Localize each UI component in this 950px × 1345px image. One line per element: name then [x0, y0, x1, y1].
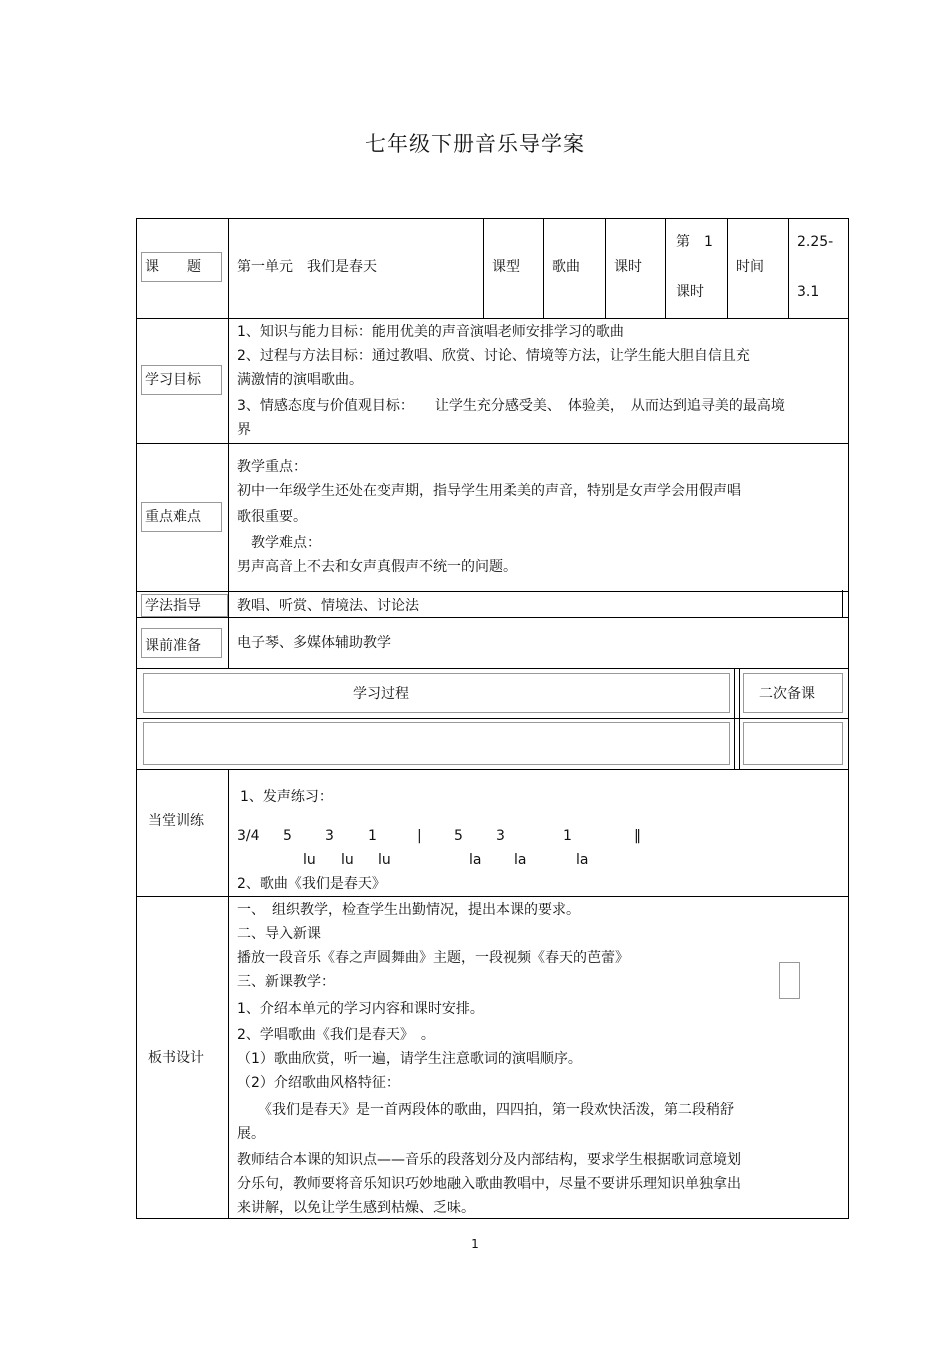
notation-syllable: la	[576, 852, 589, 868]
board-line: 三、新课教学：	[237, 974, 335, 990]
table-border-top	[136, 218, 849, 219]
notation-note: 5	[283, 828, 292, 844]
board-line: 二、导入新课	[237, 926, 321, 942]
board-line: 展。	[237, 1126, 265, 1142]
board-line: 《我们是春天》是一首两段体的歌曲，四四拍，第一段欢快活泼，第二段稍舒	[237, 1102, 734, 1118]
notation-note: 3/4	[237, 828, 260, 844]
method-value: 教唱、听赏、情境法、讨论法	[237, 598, 419, 614]
board-line: 教师结合本课的知识点——音乐的段落划分及内部结构，要求学生根据歌词意境划	[237, 1152, 741, 1168]
col-divider	[788, 218, 789, 319]
prep-value: 电子琴、多媒体辅助教学	[237, 635, 391, 651]
notation-note: 1	[368, 828, 377, 844]
notation-syllable: la	[514, 852, 527, 868]
time-value-start: 2.25-	[797, 234, 834, 250]
notation-note: 3	[325, 828, 334, 844]
practice-label: 当堂训练	[148, 813, 204, 829]
notation-barline: |	[417, 828, 422, 844]
process-divider	[739, 668, 740, 770]
table-border-bottom	[136, 1218, 849, 1219]
notation-end-barline: ‖	[634, 828, 641, 844]
board-line: 2、学唱歌曲《我们是春天》 。	[237, 1027, 435, 1043]
table-border-right	[848, 218, 849, 1219]
col-divider	[483, 218, 484, 319]
notation-syllable: lu	[378, 852, 391, 868]
notation-syllable: la	[469, 852, 482, 868]
board-label: 板书设计	[148, 1050, 204, 1066]
keypoints-line: 歌很重要。	[237, 509, 307, 525]
period-label: 课时	[614, 259, 642, 275]
topic-value: 第一单元 我们是春天	[237, 259, 377, 275]
col-divider	[543, 218, 544, 319]
board-line: 1、介绍本单元的学习内容和课时安排。	[237, 1001, 484, 1017]
label-column-divider	[228, 769, 229, 1219]
row-divider	[136, 318, 849, 319]
notation-syllable: lu	[341, 852, 354, 868]
col-divider	[665, 218, 666, 319]
notation-note: 3	[496, 828, 505, 844]
keypoints-line: 教学难点：	[237, 535, 321, 551]
type-label: 课型	[492, 259, 520, 275]
board-line: （2）介绍歌曲风格特征：	[237, 1075, 400, 1091]
board-line: 来讲解，以免让学生感到枯燥、乏味。	[237, 1200, 475, 1216]
row-divider	[136, 617, 849, 618]
row-divider	[136, 668, 849, 669]
row-divider	[136, 896, 849, 897]
board-line: 播放一段音乐《春之声圆舞曲》主题，一段视频《春天的芭蕾》	[237, 950, 629, 966]
row-divider	[136, 718, 849, 719]
objectives-line: 2、过程与方法目标：通过教唱、欣赏、讨论、情境等方法，让学生能大胆自信且充	[237, 348, 750, 364]
keypoints-line: 男声高音上不去和女声真假声不统一的问题。	[237, 559, 517, 575]
row-divider	[136, 591, 849, 592]
col-divider	[605, 218, 606, 319]
method-label: 学法指导	[145, 598, 201, 614]
notation-note: 1	[563, 828, 572, 844]
keypoints-label: 重点难点	[145, 509, 201, 525]
topic-label: 课 题	[145, 259, 201, 275]
process-frame	[743, 722, 843, 765]
time-value-end: 3.1	[797, 284, 820, 300]
margin-box	[779, 962, 800, 999]
objectives-label: 学习目标	[145, 372, 201, 388]
page-title: 七年级下册音乐导学案	[365, 132, 585, 156]
board-line: （1）歌曲欣赏，听一遍，请学生注意歌词的演唱顺序。	[237, 1051, 582, 1067]
notation-note: 5	[454, 828, 463, 844]
row-divider	[136, 769, 849, 770]
process-label: 学习过程	[353, 686, 409, 702]
row-divider	[136, 443, 849, 444]
second-prep-label: 二次备课	[759, 686, 815, 702]
period-value-unit: 课时	[676, 284, 704, 300]
keypoints-line: 初中一年级学生还处在变声期，指导学生用柔美的声音，特别是女声学会用假声唱	[237, 483, 741, 499]
page-number: 1	[471, 1237, 479, 1251]
time-label: 时间	[736, 259, 764, 275]
process-frame	[143, 722, 730, 765]
objectives-line: 界	[237, 422, 251, 438]
keypoints-line: 教学重点：	[237, 459, 307, 475]
board-line: 一、 组织教学，检查学生出勤情况，提出本课的要求。	[237, 902, 580, 918]
process-frame	[143, 673, 730, 713]
board-line: 分乐句，教师要将音乐知识巧妙地融入歌曲教唱中，尽量不要讲乐理知识单独拿出	[237, 1176, 741, 1192]
period-value: 第 1	[676, 234, 713, 250]
col-divider	[727, 218, 728, 319]
prep-label: 课前准备	[145, 638, 201, 654]
inner-divider	[842, 590, 843, 618]
practice-line: 1、发声练习：	[240, 789, 333, 805]
objectives-line: 1、知识与能力目标：能用优美的声音演唱老师安排学习的歌曲	[237, 324, 624, 340]
process-divider	[734, 668, 735, 770]
objectives-line: 3、情感态度与价值观目标： 让学生充分感受美、 体验美， 从而达到追寻美的最高境	[237, 398, 785, 414]
practice-line: 2、歌曲《我们是春天》	[237, 876, 386, 892]
table-border-left	[136, 218, 137, 1219]
objectives-line: 满激情的演唱歌曲。	[237, 372, 363, 388]
label-column-divider	[228, 218, 229, 669]
type-value: 歌曲	[552, 259, 580, 275]
notation-syllable: lu	[303, 852, 316, 868]
